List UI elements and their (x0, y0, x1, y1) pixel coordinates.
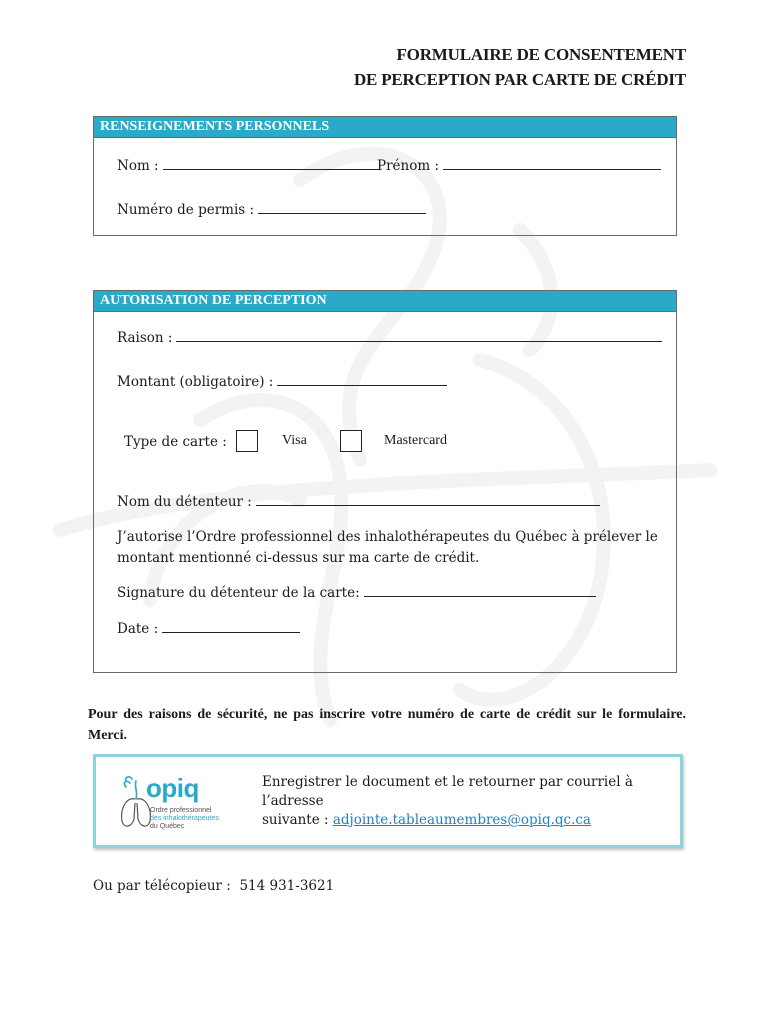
nom-input[interactable] (163, 157, 379, 170)
signature-field (117, 584, 596, 601)
form-title (354, 42, 686, 92)
security-warning: Pour des raisons de sécurité, ne pas inscrire votre numéro de carte de crédit sur le formulaire. Merci. (88, 707, 686, 743)
signature-label: Signature du détenteur de la carte: (117, 585, 360, 601)
holder-label: Nom du détenteur : (117, 494, 252, 510)
fax-label: Ou par télécopieur : (93, 878, 231, 894)
authorization-header: AUTORISATION DE PERCEPTION (94, 291, 676, 312)
holder-input[interactable] (256, 493, 600, 506)
holder-field (117, 493, 600, 510)
visa-checkbox[interactable] (236, 430, 258, 452)
nom-field (117, 157, 379, 174)
date-label: Date : (117, 621, 159, 637)
date-input[interactable] (162, 620, 300, 633)
personal-info-header: RENSEIGNEMENTS PERSONNELS (94, 117, 676, 138)
permis-field (117, 201, 426, 218)
title-line-2: DE PERCEPTION PAR CARTE DE CRÉDIT (353, 70, 686, 89)
instructions-line-1: Enregistrer le document et le retourner par courriel à l’adresse (262, 774, 633, 809)
montant-field (117, 373, 447, 390)
title-line-1: FORMULAIRE DE CONSENTEMENT (396, 45, 686, 64)
prenom-label: Prénom : (377, 158, 439, 174)
permis-label: Numéro de permis : (117, 202, 255, 218)
logo-brand: opiq (146, 773, 199, 803)
submission-info-box (93, 754, 683, 848)
consent-line-2: montant mentionné ci-dessus sur ma carte de crédit. (117, 550, 480, 566)
opiq-logo (116, 769, 246, 834)
date-field (117, 620, 300, 637)
raison-input[interactable] (176, 329, 662, 342)
permis-input[interactable] (258, 201, 426, 214)
consent-text (117, 527, 658, 569)
logo-line-2: des inhalothérapeutes (150, 815, 219, 822)
prenom-field (377, 157, 661, 174)
personal-info-section (93, 116, 677, 236)
montant-label: Montant (obligatoire) : (117, 374, 274, 390)
logo-line-3: du Québec (150, 823, 185, 830)
fax-line (93, 878, 334, 894)
authorization-section (93, 290, 677, 673)
prenom-input[interactable] (443, 157, 661, 170)
email-link[interactable]: adjointe.tableaumembres@opiq.qc.ca (332, 812, 591, 828)
nom-label: Nom : (117, 158, 159, 174)
instructions-prefix: suivante : (262, 812, 333, 828)
mastercard-label: Mastercard (384, 433, 447, 448)
instructions-line-2 (262, 811, 680, 830)
submission-instructions (262, 773, 680, 830)
mastercard-checkbox[interactable] (340, 430, 362, 452)
visa-label: Visa (282, 433, 307, 448)
raison-field (117, 329, 662, 346)
card-type-label: Type de carte : (124, 434, 227, 450)
montant-input[interactable] (277, 373, 447, 386)
fax-number: 514 931-3621 (239, 878, 335, 894)
consent-line-1: J’autorise l’Ordre professionnel des inhalothérapeutes du Québec à prélever le (117, 529, 658, 545)
raison-label: Raison : (117, 330, 173, 346)
signature-input[interactable] (364, 584, 596, 597)
logo-caption (150, 807, 219, 831)
logo-line-1: Ordre professionnel (150, 807, 212, 814)
